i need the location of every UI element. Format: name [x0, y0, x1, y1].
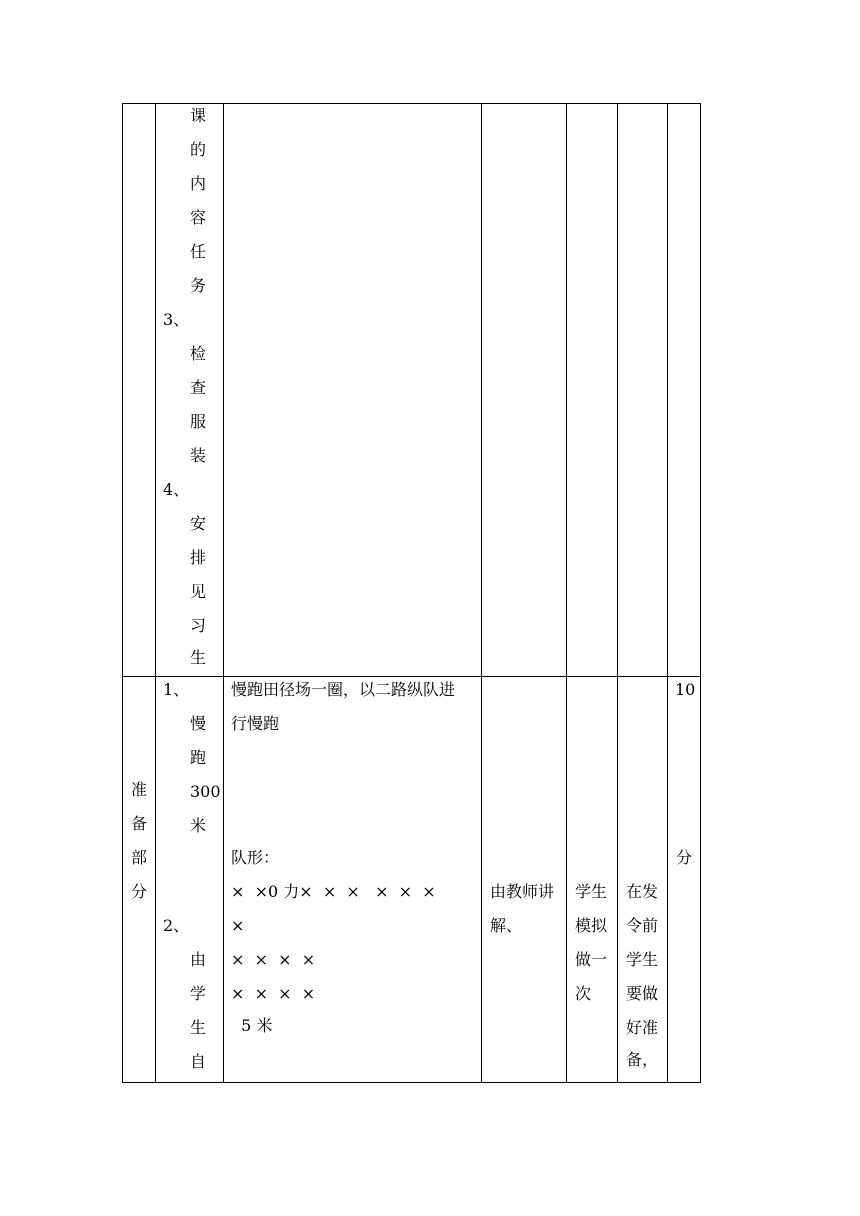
- content-line: 慢跑田径场一圈，以二路纵队进: [231, 680, 456, 699]
- student-line: 次: [575, 984, 592, 1003]
- content-line: × ×0 力× × × × × ×: [231, 882, 436, 901]
- section-char: 准: [131, 780, 148, 799]
- content-line: × × × ×: [231, 950, 316, 969]
- requirement-line: 好准: [626, 1018, 659, 1037]
- student-line: 模拟: [575, 916, 608, 935]
- cell-char: 排: [190, 548, 207, 567]
- teacher-line: 解、: [490, 916, 523, 935]
- cell-char: 300: [190, 782, 221, 801]
- col-border-0: [122, 103, 123, 1083]
- content-line: 5 米: [231, 1016, 273, 1035]
- content-line: × × × ×: [231, 984, 316, 1003]
- section-char: 部: [131, 848, 148, 867]
- col-border-7: [700, 103, 701, 1083]
- cell-char: 学: [190, 984, 207, 1003]
- table-top-border: [122, 103, 701, 104]
- row-divider: [122, 676, 701, 677]
- cell-char: 米: [190, 816, 207, 835]
- cell-char: 跑: [190, 748, 207, 767]
- col-border-1: [155, 103, 156, 1083]
- col-border-3: [481, 103, 482, 1083]
- content-line: 队形：: [231, 848, 280, 867]
- teacher-line: 由教师讲: [490, 882, 555, 901]
- time-unit: 分: [676, 848, 693, 867]
- cell-char: 1、: [163, 680, 190, 699]
- cell-char: 课: [190, 106, 207, 125]
- cell-char: 检: [190, 344, 207, 363]
- requirement-line: 备，: [626, 1050, 659, 1069]
- time-value: 10: [675, 680, 696, 699]
- cell-char: 查: [190, 378, 207, 397]
- content-line: ×: [231, 916, 245, 935]
- student-line: 做一: [575, 950, 608, 969]
- cell-char: 2、: [163, 916, 190, 935]
- cell-char: 生: [190, 648, 207, 667]
- cell-char: 内: [190, 174, 207, 193]
- cell-char: 自: [190, 1052, 207, 1071]
- cell-char: 服: [190, 412, 207, 431]
- cell-char: 习: [190, 616, 207, 635]
- cell-char: 的: [190, 140, 207, 159]
- content-line: 行慢跑: [231, 714, 280, 733]
- requirement-line: 学生: [626, 950, 659, 969]
- cell-char: 容: [190, 208, 207, 227]
- requirement-line: 要做: [626, 984, 659, 1003]
- col-border-6: [667, 103, 668, 1083]
- cell-char: 安: [190, 514, 207, 533]
- col-border-4: [566, 103, 567, 1083]
- section-char: 备: [131, 814, 148, 833]
- cell-char: 3、: [163, 310, 190, 329]
- student-line: 学生: [575, 882, 608, 901]
- col-border-2: [223, 103, 224, 1083]
- requirement-line: 在发: [626, 882, 659, 901]
- cell-char: 慢: [190, 714, 207, 733]
- cell-char: 务: [190, 276, 207, 295]
- cell-char: 见: [190, 582, 207, 601]
- requirement-line: 令前: [626, 916, 659, 935]
- section-char: 分: [131, 882, 148, 901]
- cell-char: 装: [190, 446, 207, 465]
- cell-char: 4、: [163, 480, 190, 499]
- table-bottom-border: [122, 1082, 701, 1083]
- cell-char: 由: [190, 950, 207, 969]
- col-border-5: [617, 103, 618, 1083]
- cell-char: 任: [190, 242, 207, 261]
- cell-char: 生: [190, 1018, 207, 1037]
